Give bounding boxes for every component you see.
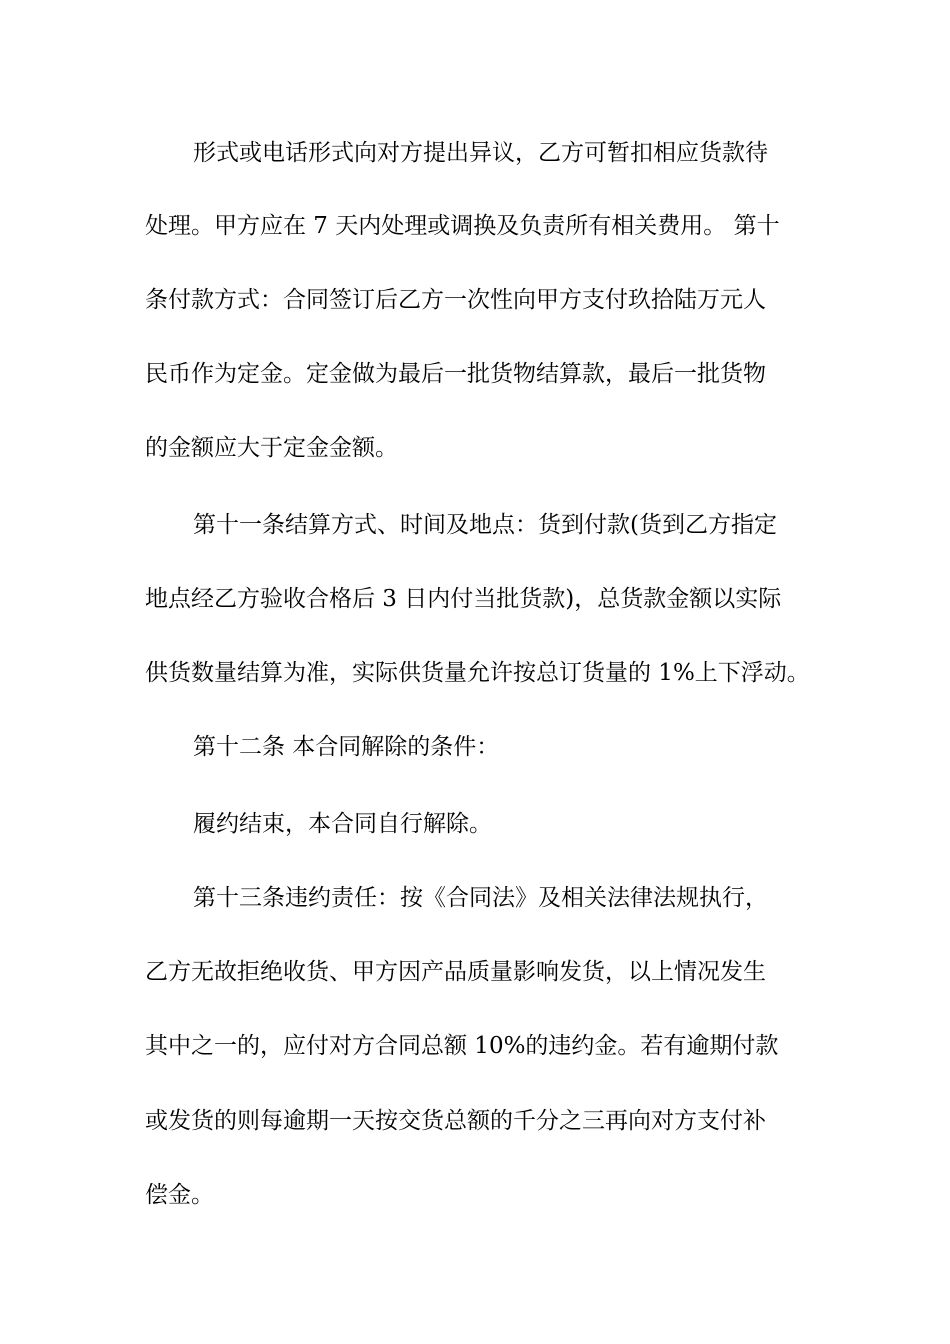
- text-line: 形式或电话形式向对方提出异议，乙方可暂扣相应货款待: [193, 140, 768, 166]
- text-line: 地点经乙方验收合格后 3 日内付当批货款)，总货款金额以实际: [145, 586, 782, 612]
- text-line: 其中之一的，应付对方合同总额 10%的违约金。若有逾期付款: [145, 1033, 779, 1059]
- text-line: 第十一条结算方式、时间及地点：货到付款(货到乙方指定: [193, 512, 777, 538]
- text-line: 第十三条违约责任：按《合同法》及相关法律法规执行，: [193, 885, 768, 911]
- text-line: 条付款方式：合同签订后乙方一次性向甲方支付玖拾陆万元人: [145, 287, 766, 313]
- text-line: 或发货的则每逾期一天按交货总额的千分之三再向对方支付补: [145, 1108, 766, 1134]
- text-line: 民币作为定金。定金做为最后一批货物结算款，最后一批货物: [145, 361, 766, 387]
- text-line: 乙方无故拒绝收货、甲方因产品质量影响发货，以上情况发生: [145, 959, 766, 985]
- text-line: 履约结束，本合同自行解除。: [193, 811, 492, 837]
- text-line: 处理。甲方应在 7 天内处理或调换及负责所有相关费用。 第十: [145, 213, 780, 239]
- text-line: 偿金。: [145, 1182, 214, 1208]
- text-line: 供货数量结算为准，实际供货量允许按总订货量的 1%上下浮动。: [145, 660, 810, 686]
- text-line: 的金额应大于定金金额。: [145, 435, 398, 461]
- text-line: 第十二条 本合同解除的条件：: [193, 734, 500, 760]
